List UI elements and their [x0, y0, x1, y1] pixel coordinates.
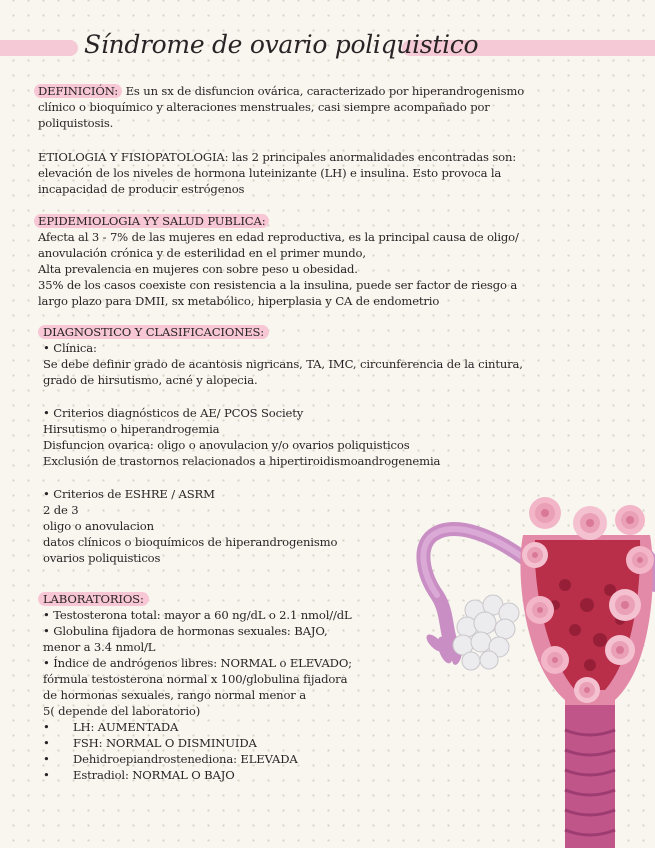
- text-line: 2 de 3: [43, 503, 79, 517]
- text-line: oligo o anovulacion: [43, 519, 154, 533]
- text-line: 35% de los casos coexiste con resistencia a la insulina, puede ser factor de riesgo a: [38, 278, 518, 292]
- text-line: 5( depende del laboratorio): [43, 704, 201, 718]
- text-line: • Criterios diagnósticos de AE/ PCOS Society: [43, 406, 304, 420]
- text-line: fórmula testosterona normal x 100/globulina fijadora: [43, 672, 348, 686]
- title-banner: [0, 30, 655, 66]
- definicion-first-line: DEFINICIÓN: Es un sx de disfuncion ovárica, caracterizado por hiperandrogenismo: [38, 83, 524, 99]
- laboratorios-heading: LABORATORIOS:: [38, 592, 149, 606]
- etiologia-first-line: ETIOLOGIA Y FISIOPATOLOGIA: las 2 principales anormalidades encontradas son:: [38, 150, 517, 164]
- text-line: • Criterios de ESHRE / ASRM: [43, 487, 215, 501]
- text-line: Disfuncion ovarica: oligo o anovulacion y/o ovarios poliquisticos: [43, 438, 410, 452]
- title-highlight-left: [0, 40, 78, 56]
- etiologia-section: [38, 149, 516, 197]
- text-line: Exclusión de trastornos relacionados a hipertiroidismoandrogenemia: [43, 454, 441, 468]
- epidemiologia-heading: EPIDEMIOLOGIA YY SALUD PUBLICA:: [34, 214, 269, 228]
- bullet-item: • Estradiol: NORMAL O BAJO: [43, 768, 235, 782]
- polycystic-ovary: [453, 595, 519, 670]
- text-line: • Globulina fijadora de hormonas sexuales: BAJO,: [43, 624, 328, 638]
- bullet-item: • FSH: NORMAL O DISMINUIDA: [43, 736, 257, 750]
- diagnostico-heading: DIAGNOSTICO Y CLASIFICACIONES:: [38, 325, 269, 339]
- etiologia-heading: ETIOLOGIA Y FISIOPATOLOGIA:: [38, 150, 229, 164]
- diagnostico-ae-block: [43, 405, 440, 469]
- text-line: Hirsutismo o hiperandrogemia: [43, 422, 220, 436]
- text-line: • Clínica:: [43, 341, 97, 355]
- text-line: ovarios poliquisticos: [43, 551, 161, 565]
- text-line: clínico o bioquímico y alteraciones menstruales, casi siempre acompañado por: [38, 100, 490, 114]
- bullet-item: • Dehidroepiandrostenediona: ELEVADA: [43, 752, 298, 766]
- text-line: • Testosterona total: mayor a 60 ng/dL o 2.1 nmol//dL: [43, 608, 352, 622]
- page-title: Síndrome de ovario poliquistico: [84, 30, 479, 59]
- text-line: Se debe definir grado de acantosis nigricans, TA, IMC, circunferencia de la cintura,: [43, 357, 523, 371]
- text-line: Alta prevalencia en mujeres con sobre peso u obesidad.: [38, 262, 358, 276]
- text-line: anovulación crónica y de esterilidad en el primer mundo,: [38, 246, 366, 260]
- text-line: • Índice de andrógenos libres: NORMAL o ELEVADO;: [43, 656, 352, 670]
- text-line: largo plazo para DMII, sx metabólico, hiperplasia y CA de endometrio: [38, 294, 440, 308]
- text-line: elevación de los niveles de hormona luteinizante (LH) e insulina. Esto provoca la: [38, 166, 502, 180]
- bullet-item: • LH: AUMENTADA: [43, 720, 179, 734]
- laboratorios-section: [38, 591, 352, 783]
- text-line: datos clínicos o bioquímicos de hiperandrogenismo: [43, 535, 338, 549]
- text-line: Afecta al 3 - 7% de las mujeres en edad reproductiva, es la principal causa de oligo/: [38, 230, 519, 244]
- text-line: de hormonas sexuales, rango normal menor a: [43, 688, 307, 702]
- diagnostico-eshre-block: [43, 486, 337, 566]
- text-line: poliquistosis.: [38, 116, 114, 130]
- diagnostico-section: [38, 324, 523, 388]
- text-line: incapacidad de producir estrógenos: [38, 182, 245, 196]
- definicion-section: [38, 83, 524, 131]
- epidemiologia-section: [38, 213, 519, 309]
- text-line: menor a 3.4 nmol/L: [43, 640, 156, 654]
- text-line: grado de hirsutismo, acné y alopecia.: [43, 373, 258, 387]
- uterus-illustration: [415, 495, 655, 848]
- definicion-heading: DEFINICIÓN:: [34, 84, 122, 98]
